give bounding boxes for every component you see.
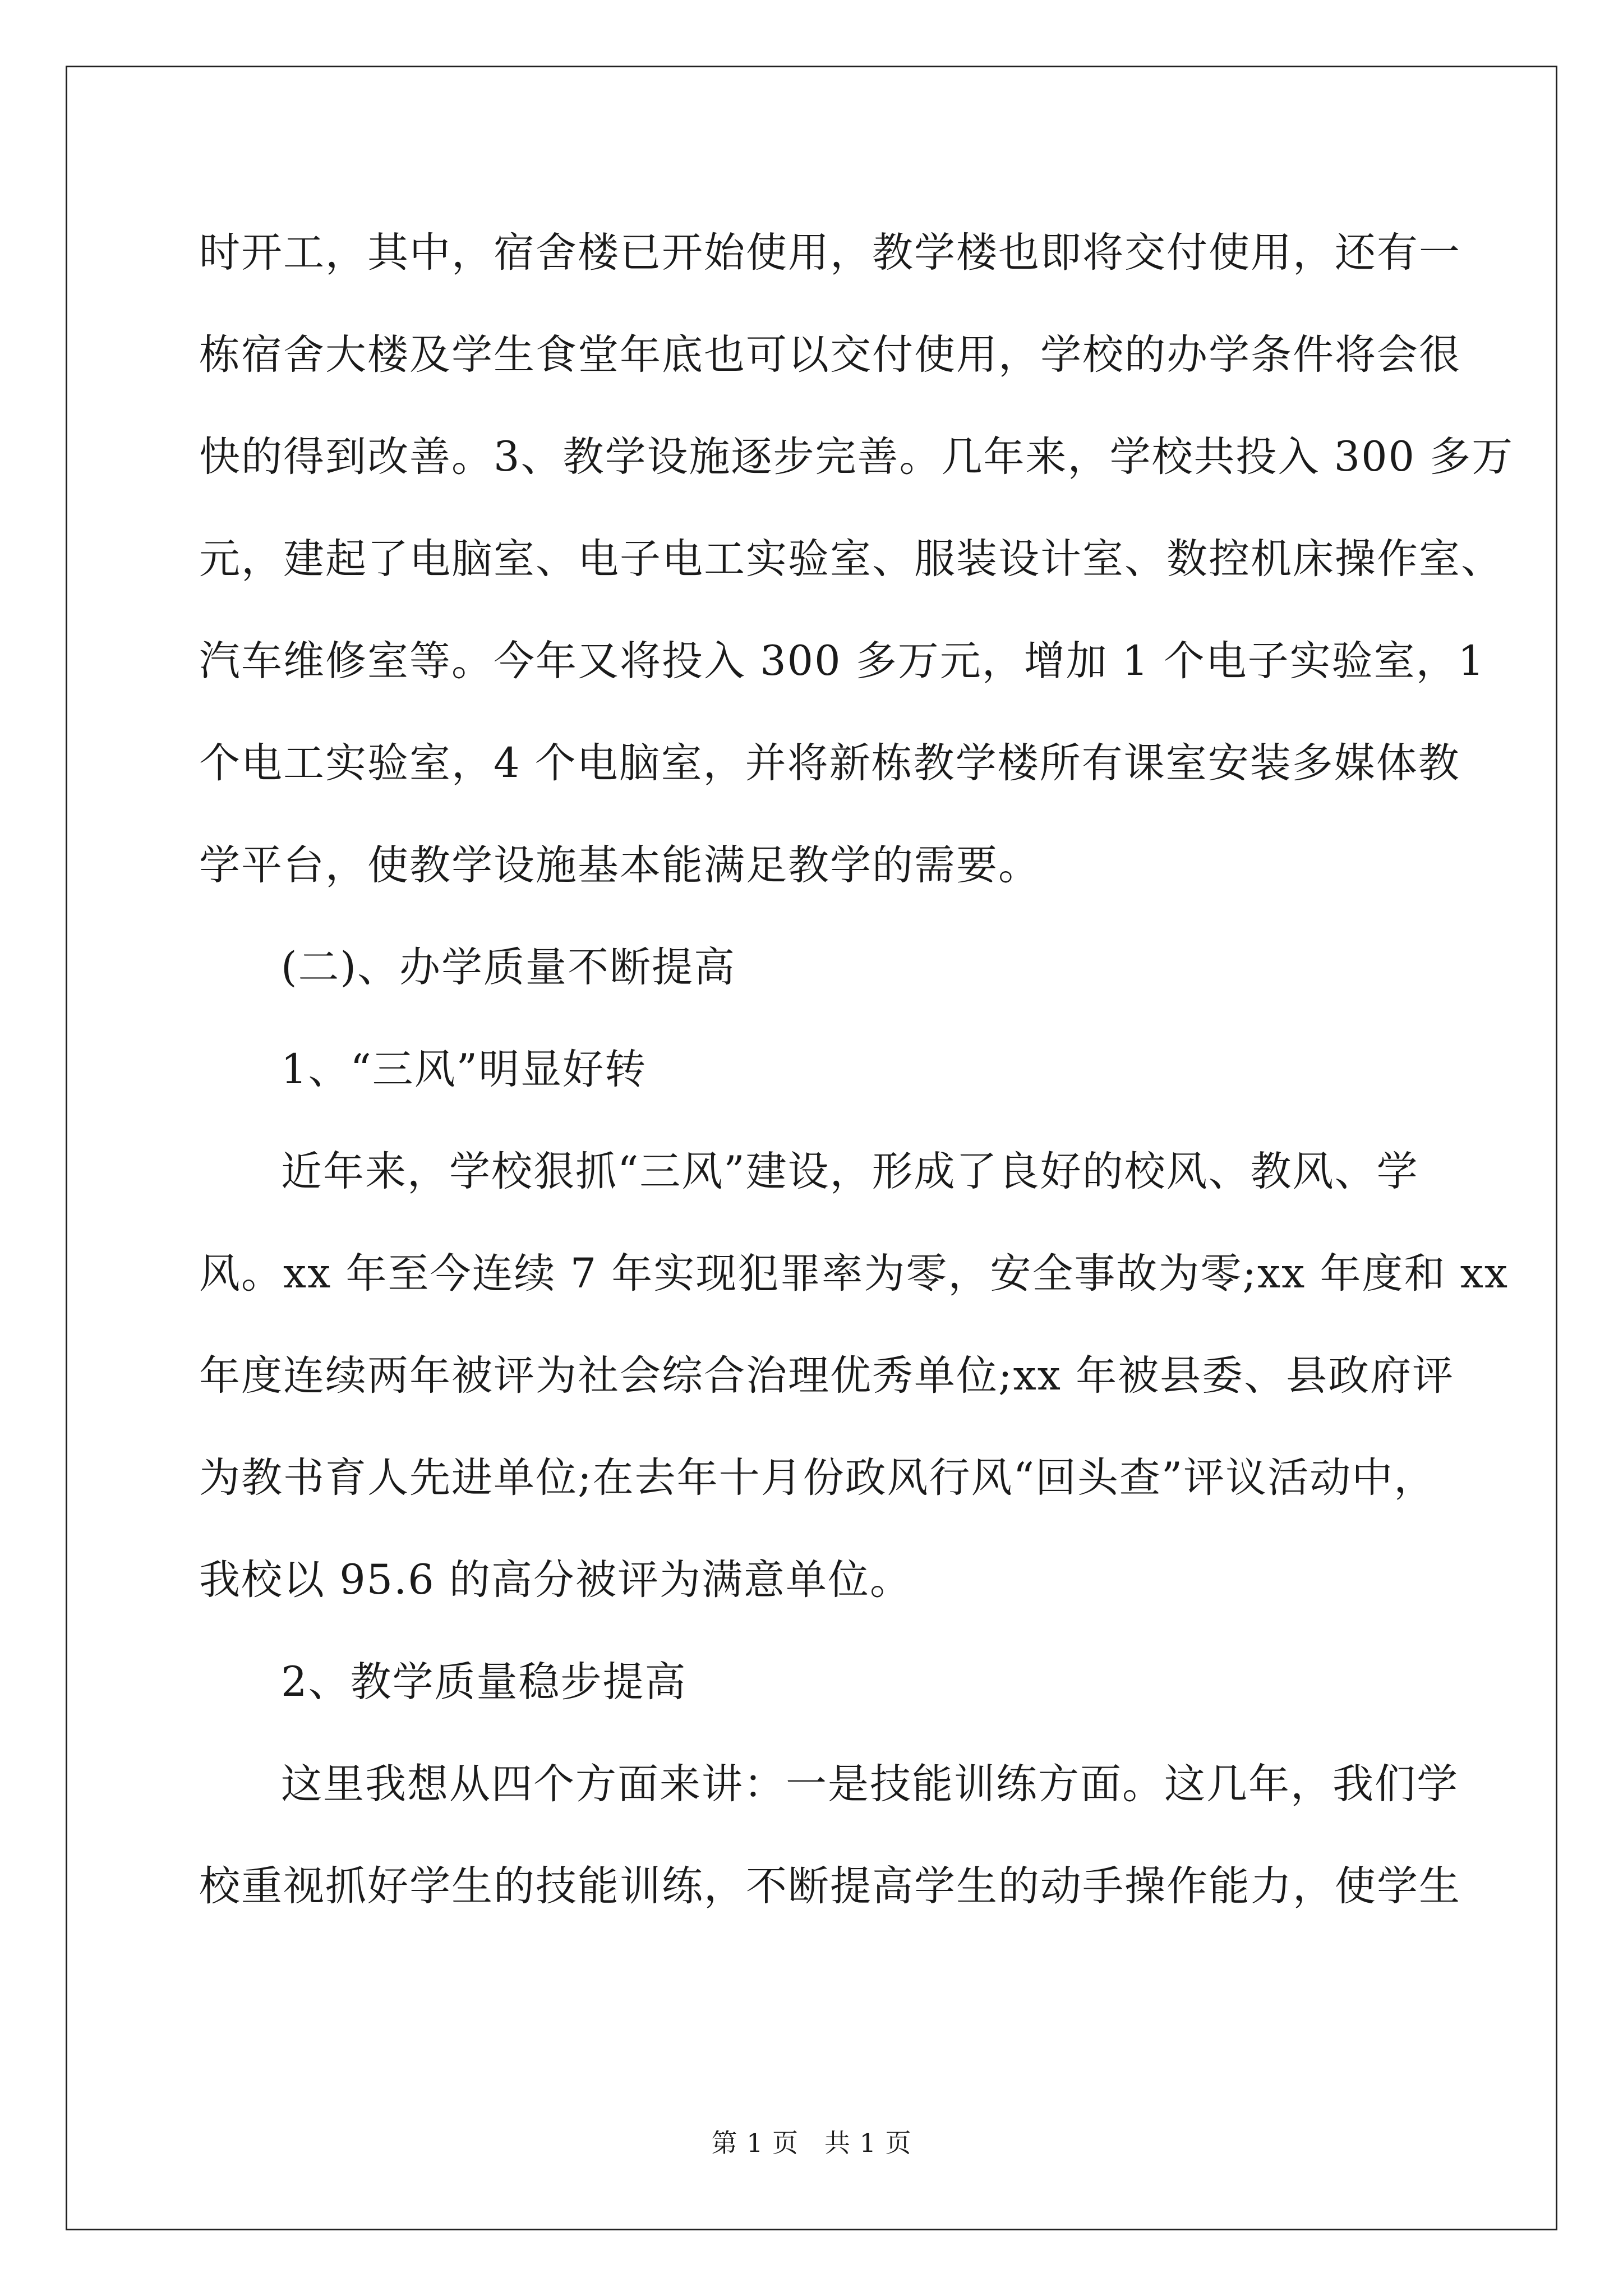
text-line: 近年来，学校狠抓“三风”建设，形成了良好的校风、教风、学 bbox=[281, 1148, 1419, 1195]
page-total: 共 1 页 bbox=[824, 2128, 912, 2158]
text-line: 为教书育人先进单位;在去年十月份政风行风“回头查”评议活动中， bbox=[199, 1454, 1436, 1502]
text-line: 这里我想从四个方面来讲：一是技能训练方面。这几年，我们学 bbox=[281, 1760, 1459, 1808]
text-line: 学平台，使教学设施基本能满足教学的需要。 bbox=[199, 841, 1040, 889]
text-line: 栋宿舍大楼及学生食堂年底也可以交付使用，学校的办学条件将会很 bbox=[199, 331, 1461, 379]
document-body bbox=[199, 202, 1514, 1938]
text-line: 校重视抓好学生的技能训练，不断提高学生的动手操作能力，使学生 bbox=[199, 1862, 1461, 1910]
subsection-heading: 2、教学质量稳步提高 bbox=[281, 1658, 687, 1706]
text-line: 快的得到改善。3、教学设施逐步完善。几年来，学校共投入 300 多万 bbox=[199, 433, 1514, 481]
text-line: 汽车维修室等。今年又将投入 300 多万元，增加 1 个电子实验室，1 bbox=[199, 637, 1486, 685]
text-line: 时开工，其中，宿舍楼已开始使用，教学楼也即将交付使用，还有一 bbox=[199, 229, 1461, 277]
text-line: 我校以 95.6 的高分被评为满意单位。 bbox=[199, 1556, 912, 1604]
text-line: 个电工实验室，4 个电脑室，并将新栋教学楼所有课室安装多媒体教 bbox=[199, 739, 1460, 787]
page-footer bbox=[0, 2126, 1623, 2160]
section-heading: (二)、办学质量不断提高 bbox=[281, 944, 736, 991]
subsection-heading: 1、“三风”明显好转 bbox=[281, 1046, 647, 1093]
text-line: 元，建起了电脑室、电子电工实验室、服装设计室、数控机床操作室、 bbox=[199, 535, 1503, 583]
page-number: 第 1 页 bbox=[711, 2128, 799, 2158]
text-line: 年度连续两年被评为社会综合治理优秀单位;xx 年被县委、县政府评 bbox=[199, 1352, 1455, 1400]
text-line: 风。xx 年至今连续 7 年实现犯罪率为零，安全事故为零;xx 年度和 xx bbox=[199, 1250, 1509, 1297]
